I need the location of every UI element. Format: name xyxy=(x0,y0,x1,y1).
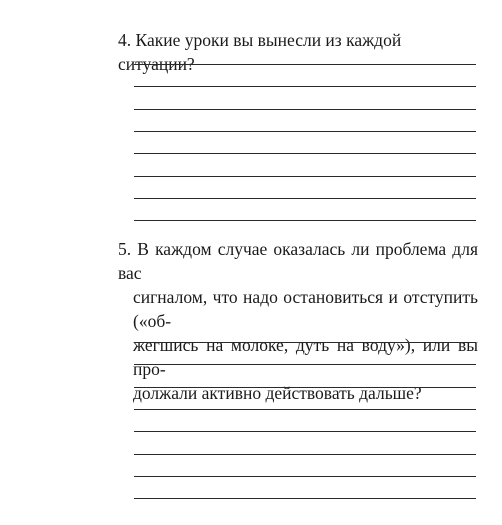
question-5-line-2: сигналом, что надо остановиться и отступить («об- xyxy=(133,287,478,331)
answer-line xyxy=(134,86,476,87)
question-4-number: 4. xyxy=(118,30,132,50)
answer-line xyxy=(134,431,476,432)
answer-line xyxy=(134,498,476,499)
answer-line xyxy=(134,153,476,154)
answer-line xyxy=(134,176,476,177)
question-5-line-4: должали активно действовать дальше? xyxy=(133,383,422,403)
answer-line xyxy=(134,342,476,343)
answer-line xyxy=(134,109,476,110)
question-5-number: 5. xyxy=(118,239,132,259)
answer-line xyxy=(134,220,476,221)
question-5-line-3: жегшись на молоке, дуть на воду»), или вы про- xyxy=(133,335,478,379)
answer-line xyxy=(134,387,476,388)
question-5 xyxy=(118,237,478,405)
answer-line xyxy=(134,409,476,410)
answer-line xyxy=(134,64,476,65)
question-5-line-1: В каждом случае оказалась ли проблема для вас xyxy=(118,239,478,283)
question-4-line-1: Какие уроки вы вынесли из каждой ситуации? xyxy=(118,30,402,74)
answer-line xyxy=(134,454,476,455)
question-4 xyxy=(118,28,478,76)
answer-line xyxy=(134,198,476,199)
answer-line xyxy=(134,364,476,365)
question-5-line-1-row xyxy=(118,237,478,285)
answer-line xyxy=(134,476,476,477)
answer-line xyxy=(134,131,476,132)
question-4-text xyxy=(118,28,478,76)
